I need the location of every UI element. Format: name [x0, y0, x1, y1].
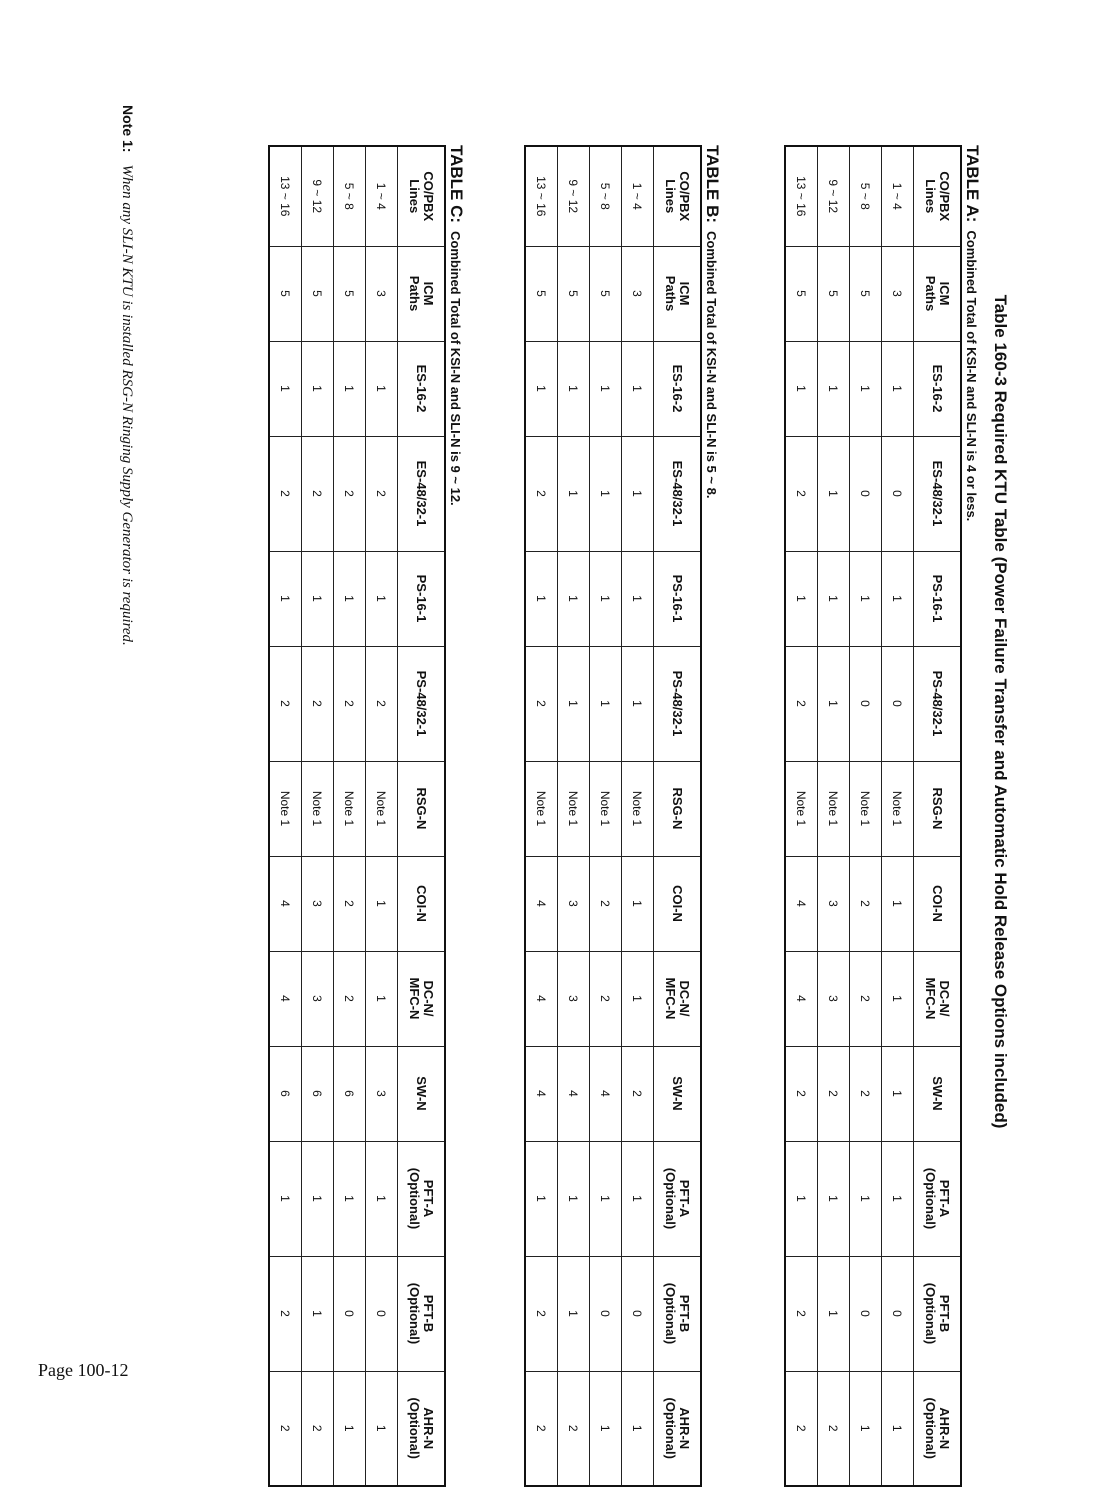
column-header-line: PS-48/32-1: [930, 670, 945, 737]
column-header-line: (Optional): [663, 1167, 678, 1230]
table-cell: 1: [818, 436, 850, 551]
table-cell: 3: [818, 856, 850, 951]
column-header-line: PS-16-1: [670, 574, 685, 623]
table-cell: 5 ~ 8: [590, 146, 622, 246]
table-cell: 1 ~ 4: [366, 146, 398, 246]
table-cell: Note 1: [302, 761, 334, 856]
column-header-line: Lines: [923, 179, 938, 214]
column-header: [914, 1141, 962, 1256]
page-number: Page 100-12: [38, 1360, 129, 1380]
column-header-line: PS-16-1: [414, 574, 429, 623]
table-c-label: TABLE C:: [447, 145, 466, 224]
table-cell: 1 ~ 4: [622, 146, 654, 246]
table-cell: 2: [785, 646, 818, 761]
table-cell: 3: [622, 246, 654, 341]
table-cell: 1: [590, 551, 622, 646]
table-cell: 4: [785, 951, 818, 1046]
table-row: [590, 146, 622, 1486]
column-header: [398, 436, 446, 551]
table-b-caption-text: Combined Total of KSI-N and SLI-N is 5 ~ 8.: [704, 231, 719, 499]
column-header-line: PFT-A: [421, 1179, 436, 1218]
column-header-line: ES-48/32-1: [930, 460, 945, 527]
column-header-line: ES-16-2: [930, 364, 945, 413]
table-cell: 1: [558, 436, 590, 551]
column-header: [654, 1046, 702, 1141]
column-header-line: (Optional): [663, 1282, 678, 1345]
table-cell: 1: [882, 951, 914, 1046]
column-header: [914, 146, 962, 246]
table-cell: 2: [269, 1256, 302, 1371]
column-header-line: ES-48/32-1: [414, 460, 429, 527]
table-cell: Note 1: [334, 761, 366, 856]
column-header-line: PFT-A: [937, 1179, 952, 1218]
table-cell: Note 1: [850, 761, 882, 856]
table-cell: 1: [302, 1256, 334, 1371]
table-cell: 9 ~ 12: [558, 146, 590, 246]
column-header-line: RSG-N: [670, 787, 685, 830]
table-cell: 1: [622, 856, 654, 951]
column-header-line: RSG-N: [930, 787, 945, 830]
table-cell: 1: [818, 1141, 850, 1256]
column-header: [654, 951, 702, 1046]
table-cell: 1: [334, 1141, 366, 1256]
table-cell: 5: [818, 246, 850, 341]
table-cell: 1: [850, 1141, 882, 1256]
column-header: [398, 341, 446, 436]
table-row: [269, 146, 302, 1486]
header-row: [654, 146, 702, 1486]
column-header: [914, 1046, 962, 1141]
table-cell: Note 1: [525, 761, 558, 856]
column-header: [654, 551, 702, 646]
column-header: [398, 646, 446, 761]
column-header-line: RSG-N: [414, 787, 429, 830]
table-cell: 0: [334, 1256, 366, 1371]
column-header: [398, 761, 446, 856]
table-cell: 1: [366, 1371, 398, 1486]
table-cell: 1: [302, 551, 334, 646]
table-cell: 5: [334, 246, 366, 341]
column-header: [398, 146, 446, 246]
column-header-line: PFT-A: [677, 1179, 692, 1218]
table-cell: 2: [366, 436, 398, 551]
table-cell: 0: [882, 1256, 914, 1371]
table-cell: 1: [818, 646, 850, 761]
column-header-line: ICM: [937, 281, 952, 306]
table-cell: 13 ~ 16: [785, 146, 818, 246]
table-b-label: TABLE B:: [703, 145, 722, 224]
table-cell: 2: [366, 646, 398, 761]
table-cell: 1: [334, 551, 366, 646]
table-cell: 2: [302, 1371, 334, 1486]
column-header: [914, 646, 962, 761]
table-cell: Note 1: [882, 761, 914, 856]
column-header-line: DC-N/: [937, 980, 952, 1017]
table-cell: 4: [785, 856, 818, 951]
table-cell: 6: [302, 1046, 334, 1141]
table-cell: 1: [269, 551, 302, 646]
table-cell: Note 1: [622, 761, 654, 856]
table-cell: 1: [882, 551, 914, 646]
table-cell: 2: [302, 646, 334, 761]
table-c-caption: [446, 145, 466, 506]
table-cell: 1: [366, 341, 398, 436]
table-cell: 2: [334, 646, 366, 761]
column-header-line: PS-48/32-1: [414, 670, 429, 737]
header-row: [914, 146, 962, 1486]
column-header-line: CO/PBX: [937, 171, 952, 222]
column-header: [654, 246, 702, 341]
column-header: [398, 1256, 446, 1371]
table-cell: 1: [590, 646, 622, 761]
column-header-line: MFC-N: [663, 977, 678, 1020]
column-header: [914, 856, 962, 951]
table-cell: 2: [269, 646, 302, 761]
table-cell: 3: [882, 246, 914, 341]
table-cell: 5: [525, 246, 558, 341]
table-cell: 2: [525, 1256, 558, 1371]
table-cell: 2: [525, 646, 558, 761]
table-cell: 13 ~ 16: [269, 146, 302, 246]
table-cell: 5: [269, 246, 302, 341]
table-cell: 2: [785, 1371, 818, 1486]
column-header-line: Paths: [923, 275, 938, 312]
table-cell: 0: [590, 1256, 622, 1371]
table-cell: 2: [334, 856, 366, 951]
table-cell: 4: [525, 856, 558, 951]
column-header: [914, 761, 962, 856]
column-header: [654, 436, 702, 551]
table-cell: 6: [269, 1046, 302, 1141]
column-header: [914, 246, 962, 341]
column-header: [914, 436, 962, 551]
table-cell: 2: [302, 436, 334, 551]
table-row: [366, 146, 398, 1486]
table-cell: 2: [334, 436, 366, 551]
header-row: [398, 146, 446, 1486]
table-cell: 0: [882, 436, 914, 551]
column-header: [398, 1141, 446, 1256]
table-cell: 1: [525, 1141, 558, 1256]
column-header-line: AHR-N: [677, 1407, 692, 1450]
column-header: [914, 551, 962, 646]
table-cell: 2: [785, 1046, 818, 1141]
column-header-line: (Optional): [923, 1167, 938, 1230]
table-cell: 5: [850, 246, 882, 341]
table-cell: 1: [850, 1371, 882, 1486]
footnote-text: When any SLI-N KTU is installed RSG-N Ringing Supply Generator is required.: [119, 164, 135, 646]
table-cell: 2: [622, 1046, 654, 1141]
table-cell: 3: [302, 856, 334, 951]
table-cell: 2: [269, 1371, 302, 1486]
column-header: [398, 246, 446, 341]
table-cell: 1: [302, 341, 334, 436]
table-cell: Note 1: [590, 761, 622, 856]
column-header-line: SW-N: [414, 1076, 429, 1111]
column-header-line: AHR-N: [937, 1407, 952, 1450]
table-row: [525, 146, 558, 1486]
column-header-line: (Optional): [407, 1397, 422, 1459]
column-header: [398, 1046, 446, 1141]
table-cell: 1: [882, 1046, 914, 1141]
column-header-line: (Optional): [663, 1397, 678, 1459]
column-header-line: ES-16-2: [670, 364, 685, 413]
column-header-line: (Optional): [923, 1282, 938, 1345]
table-cell: 1: [818, 1256, 850, 1371]
table-cell: 1: [366, 951, 398, 1046]
table-cell: 1: [269, 1141, 302, 1256]
table-row: [622, 146, 654, 1486]
table-cell: 1: [850, 341, 882, 436]
table-cell: 3: [818, 951, 850, 1046]
column-header: [914, 951, 962, 1046]
column-header-line: PFT-B: [677, 1294, 692, 1333]
table-cell: 1: [818, 341, 850, 436]
table-cell: 1: [334, 1371, 366, 1486]
table-cell: 0: [366, 1256, 398, 1371]
table-cell: 0: [850, 1256, 882, 1371]
table-row: [850, 146, 882, 1486]
column-header-line: (Optional): [923, 1397, 938, 1459]
table-cell: 4: [269, 856, 302, 951]
column-header-line: SW-N: [930, 1076, 945, 1111]
page-title: Table 160-3 Required KTU Table (Power Failure Transfer and Automatic Hold Release Options included): [991, 294, 1010, 1129]
table-cell: 2: [850, 951, 882, 1046]
table-cell: 1: [558, 1141, 590, 1256]
column-header: [654, 1371, 702, 1486]
table-cell: 2: [785, 1256, 818, 1371]
column-header-line: DC-N/: [677, 980, 692, 1017]
column-header-line: Paths: [663, 275, 678, 312]
table-row: [882, 146, 914, 1486]
table-cell: Note 1: [366, 761, 398, 856]
table-cell: 5 ~ 8: [850, 146, 882, 246]
column-header-line: PS-16-1: [930, 574, 945, 623]
column-header-line: Paths: [407, 275, 422, 312]
table-cell: 4: [525, 1046, 558, 1141]
column-header-line: PFT-B: [937, 1294, 952, 1333]
table-cell: 3: [302, 951, 334, 1046]
table-cell: 1: [366, 856, 398, 951]
table-cell: 2: [590, 856, 622, 951]
table-c-caption-text: Combined Total of KSI-N and SLI-N is 9 ~ 12.: [448, 231, 463, 506]
column-header-line: (Optional): [407, 1282, 422, 1345]
table-row: [785, 146, 818, 1486]
column-header-line: CO/PBX: [677, 171, 692, 222]
table-cell: 1: [622, 951, 654, 1046]
column-header-line: ICM: [677, 281, 692, 306]
table-cell: 0: [850, 646, 882, 761]
table-cell: 1: [622, 1141, 654, 1256]
table-cell: 2: [785, 436, 818, 551]
table-cell: 3: [558, 951, 590, 1046]
table-a: [784, 145, 962, 1487]
table-row: [334, 146, 366, 1486]
column-header: [914, 1371, 962, 1486]
table-cell: 1: [558, 1256, 590, 1371]
column-header-line: PFT-B: [421, 1294, 436, 1333]
table-cell: 1: [622, 1371, 654, 1486]
column-header: [654, 1256, 702, 1371]
table-cell: 13 ~ 16: [525, 146, 558, 246]
table-cell: Note 1: [558, 761, 590, 856]
table-a-label: TABLE A:: [963, 145, 982, 223]
table-cell: 4: [558, 1046, 590, 1141]
column-header: [398, 1371, 446, 1486]
table-cell: 1 ~ 4: [882, 146, 914, 246]
table-cell: 1: [785, 341, 818, 436]
table-row: [558, 146, 590, 1486]
table-cell: Note 1: [785, 761, 818, 856]
table-cell: 1: [558, 646, 590, 761]
column-header: [654, 646, 702, 761]
table-row: [302, 146, 334, 1486]
table-cell: 5: [558, 246, 590, 341]
table-cell: 0: [850, 436, 882, 551]
table-cell: 0: [622, 1256, 654, 1371]
table-cell: 1: [818, 551, 850, 646]
table-cell: 1: [622, 551, 654, 646]
table-cell: 2: [269, 436, 302, 551]
column-header: [914, 341, 962, 436]
table-cell: 4: [269, 951, 302, 1046]
column-header-line: ICM: [421, 281, 436, 306]
table-cell: 1: [558, 341, 590, 436]
table-cell: 1: [269, 341, 302, 436]
column-header: [654, 1141, 702, 1256]
table-cell: 5: [302, 246, 334, 341]
table-b-caption: [702, 145, 722, 498]
table-cell: 2: [334, 951, 366, 1046]
table-cell: 1: [622, 341, 654, 436]
table-cell: 1: [850, 551, 882, 646]
table-cell: 1: [882, 1371, 914, 1486]
table-cell: 1: [882, 341, 914, 436]
column-header-line: ES-48/32-1: [670, 460, 685, 527]
column-header: [654, 341, 702, 436]
table-cell: 1: [302, 1141, 334, 1256]
table-b: [524, 145, 702, 1487]
table-cell: 4: [525, 951, 558, 1046]
table-cell: 2: [558, 1371, 590, 1486]
table-cell: Note 1: [269, 761, 302, 856]
column-header-line: (Optional): [407, 1167, 422, 1230]
table-cell: 1: [366, 1141, 398, 1256]
table-cell: 3: [366, 246, 398, 341]
column-header: [398, 951, 446, 1046]
column-header: [654, 856, 702, 951]
table-c: [268, 145, 446, 1487]
column-header-line: AHR-N: [421, 1407, 436, 1450]
column-header: [654, 146, 702, 246]
column-header-line: COI-N: [414, 885, 429, 922]
table-cell: 4: [590, 1046, 622, 1141]
table-cell: 1: [590, 1371, 622, 1486]
table-cell: 1: [590, 341, 622, 436]
column-header: [398, 856, 446, 951]
table-cell: 1: [882, 1141, 914, 1256]
column-header-line: Lines: [663, 179, 678, 214]
table-cell: 5: [590, 246, 622, 341]
table-cell: 2: [818, 1371, 850, 1486]
table-row: [818, 146, 850, 1486]
table-cell: 5: [785, 246, 818, 341]
table-cell: 3: [558, 856, 590, 951]
table-a-caption-text: Combined Total of KSI-N and SLI-N is 4 or less.: [964, 230, 979, 522]
column-header-line: ES-16-2: [414, 364, 429, 413]
column-header-line: MFC-N: [923, 977, 938, 1020]
table-cell: 1: [622, 436, 654, 551]
table-cell: 1: [334, 341, 366, 436]
column-header-line: COI-N: [670, 885, 685, 922]
table-cell: 2: [850, 1046, 882, 1141]
table-cell: 1: [622, 646, 654, 761]
column-header-line: CO/PBX: [421, 171, 436, 222]
table-cell: 6: [334, 1046, 366, 1141]
table-cell: 9 ~ 12: [818, 146, 850, 246]
table-cell: 2: [818, 1046, 850, 1141]
column-header-line: MFC-N: [407, 977, 422, 1020]
column-header: [654, 761, 702, 856]
table-cell: 1: [558, 551, 590, 646]
table-cell: 1: [525, 341, 558, 436]
footnote-label: Note 1:: [120, 105, 136, 153]
table-cell: 3: [366, 1046, 398, 1141]
column-header: [398, 551, 446, 646]
column-header-line: SW-N: [670, 1076, 685, 1111]
table-cell: 2: [525, 436, 558, 551]
column-header: [914, 1256, 962, 1371]
table-cell: 9 ~ 12: [302, 146, 334, 246]
column-header-line: Lines: [407, 179, 422, 214]
table-cell: 1: [525, 551, 558, 646]
table-cell: 1: [882, 856, 914, 951]
column-header-line: DC-N/: [421, 980, 436, 1017]
table-cell: 1: [590, 1141, 622, 1256]
table-cell: 2: [590, 951, 622, 1046]
table-cell: 2: [850, 856, 882, 951]
table-cell: 0: [882, 646, 914, 761]
column-header-line: PS-48/32-1: [670, 670, 685, 737]
table-cell: 1: [785, 1141, 818, 1256]
table-a-caption: [962, 145, 982, 521]
table-cell: 1: [590, 436, 622, 551]
table-cell: 5 ~ 8: [334, 146, 366, 246]
column-header-line: COI-N: [930, 885, 945, 922]
table-cell: 1: [785, 551, 818, 646]
footnote: [118, 105, 136, 646]
table-cell: 2: [525, 1371, 558, 1486]
table-cell: Note 1: [818, 761, 850, 856]
table-cell: 1: [366, 551, 398, 646]
